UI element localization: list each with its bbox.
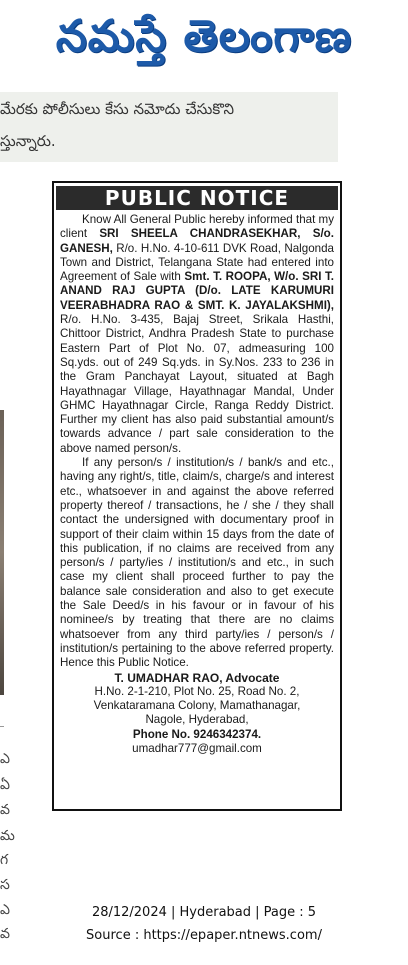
advocate-address-line: Venkataramana Colony, Mamathanagar, <box>93 699 301 713</box>
advocate-address-line: Nagole, Hyderabad, <box>145 713 249 727</box>
masthead <box>0 0 408 84</box>
snippet-line-1: మేరకు పోలీసులు కేసు నమోదు చేసుకొని <box>0 100 235 118</box>
footer-source: Source : https://epaper.ntnews.com/ <box>86 928 322 943</box>
client-name: SRI SHEELA CHANDRASEKHAR, S/o. GANESH, <box>60 227 334 255</box>
notice-paragraph-2: If any person/s / institution/s / bank/s and etc., having any right/s, title, claim/s, charge/s and interest etc., whatsoever in and against the above referred property thereof / transactions, he / she / they shall contact the undersigned with documentary proof in support of their claim within 15 days from the date of this publication, if no claims are received from any person/s / party/ies / institution/s and etc., in such case my client shall proceed further to pay the balance sale consideration and also to get execute the Sale Deed/s in his favour or in favour of his nominee/s by treating that there are no claims whatsoever from any third party/ies / person/s / institution/s pertaining to the above referred property. Hence this Public Notice. <box>60 456 334 670</box>
clipped-glyph: గ <box>0 852 9 868</box>
seller-names: Smt. T. ROOPA, W/o. SRI T. ANAND RAJ GUPTA (D/o. LATE KARUMURI VEERABHADRA RAO & SMT. K. JAYALAKSHMI), <box>60 270 335 312</box>
clipped-photo <box>0 410 4 695</box>
clipped-glyph: ఎ <box>0 751 10 767</box>
left-column-clip <box>0 180 15 942</box>
article-snippet <box>0 92 338 162</box>
notice-heading: PUBLIC NOTICE <box>56 186 338 210</box>
clipped-glyph: ఎ <box>0 902 10 918</box>
clipped-glyph: ఏ <box>0 777 10 793</box>
column-divider <box>0 726 4 727</box>
clipped-glyph: వ <box>0 926 10 942</box>
clipped-glyph: మ <box>0 828 15 844</box>
footer-dateline: 28/12/2024 | Hyderabad | Page : 5 <box>91 905 317 920</box>
advocate-signature-block <box>60 671 334 757</box>
advocate-email: umadhar777@gmail.com <box>132 741 262 755</box>
advocate-phone: Phone No. 9246342374. <box>132 727 262 741</box>
client-address-text: R/o. H.No. 4-10-611 DVK Road, Nalgonda Town and District, Telangana State had entered into Agreement of Sale with <box>60 241 334 284</box>
advocate-name: T. UMADHAR RAO, Advocate <box>114 670 280 685</box>
clipped-glyph: వ <box>0 802 10 818</box>
notice-body <box>60 213 334 756</box>
public-notice-box <box>52 181 342 811</box>
snippet-line-2: స్తున్నారు. <box>0 132 56 150</box>
newspaper-title: నమస్తే తెలంగాణ <box>55 11 353 62</box>
notice-intro-text: Know All General Public hereby informed that my client <box>60 213 334 241</box>
notice-paragraph-1 <box>60 213 334 456</box>
property-details-text: R/o. H.No. 3-435, Bajaj Street, Srikala Hasthi, Chittoor District, Andhra Pradesh State to purchase Eastern Part of Plot No. 07, admeasuring 100 Sq.yds. out of 249 Sq.yds. in Sy.Nos. 233 to 236 in the Gram Panchayat Layout, situated at Bagh Hayathnagar Village, Hayathnagar Mandal, Under GHMC Hayathnagar Circle, Ranga Reddy District. Further my client has also paid substantial amount/s towards advance / part sale consideration to the above named person/s. <box>60 313 334 455</box>
clipped-glyph: స <box>0 877 10 893</box>
advocate-address-line: H.No. 2-1-210, Plot No. 25, Road No. 2, <box>94 684 300 698</box>
